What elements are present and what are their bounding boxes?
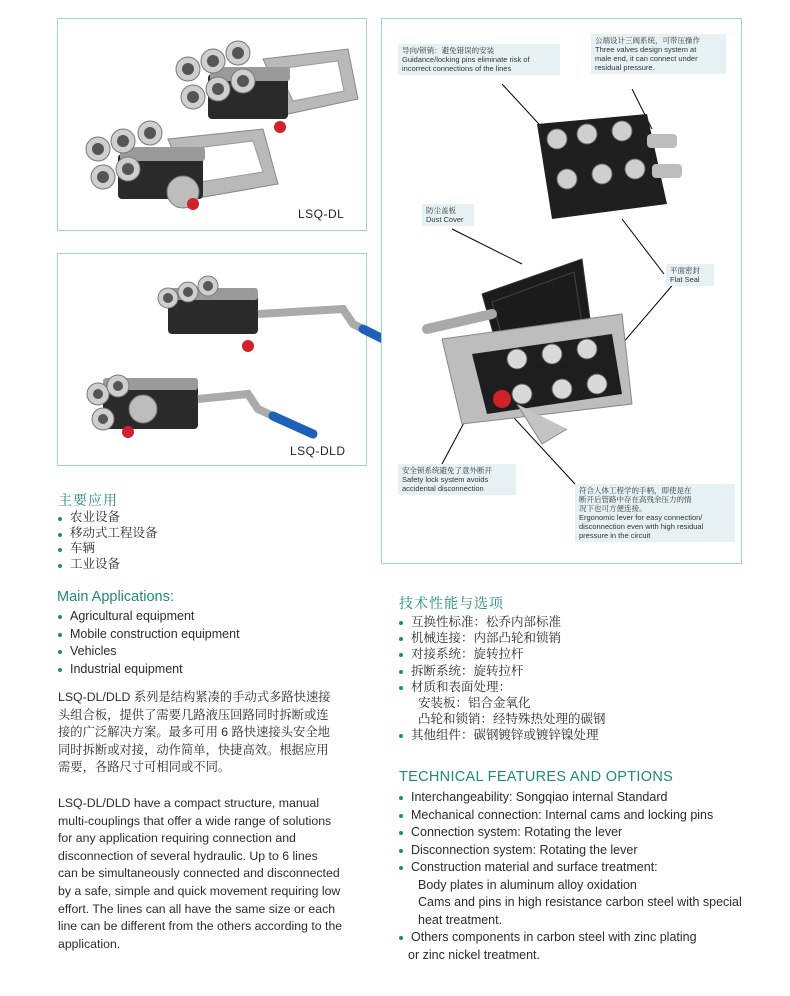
coupler-dl-lower (86, 121, 278, 210)
main-apps-cn-title: 主要应用 (58, 492, 118, 508)
coupler-dld-illustration (58, 254, 366, 465)
list-item: 移动式工程设备 (57, 526, 158, 542)
tech-cn-title: 技术性能与选项 (399, 595, 504, 611)
list-item: Connection system: Rotating the lever (398, 824, 742, 842)
coupler-dld-lower (87, 375, 313, 438)
list-item: 凸轮和锁销：经特殊热处理的碳钢 (418, 712, 606, 727)
list-item: Vehicles (57, 643, 240, 661)
list-item: 其他组件：碳钢镀锌或镀锌镍处理 (398, 727, 606, 743)
product-photo-dl (57, 18, 367, 231)
tech-en-title: TECHNICAL FEATURES AND OPTIONS (399, 769, 674, 785)
list-item: Mechanical connection: Internal cams and locking pins (398, 807, 742, 825)
list-item: 工业设备 (57, 557, 158, 573)
main-apps-en-title: Main Applications: (57, 589, 174, 605)
tech-en-list (398, 789, 742, 964)
product-label-dl: LSQ-DL (298, 207, 345, 221)
callout-flat-seal: 平面密封 Flat Seal (666, 264, 714, 286)
list-item: or zinc nickel treatment. (408, 947, 540, 962)
description-cn: LSQ-DL/DLD 系列是结构紧凑的手动式多路快速接 头组合板，提供了需要几路液压回路同时拆断或连 接的广泛解决方案。最多可用 6 路快速接头安全地 同时拆断或对接，动作简单，快捷高效。根据应用 需要，各路尺寸可相同或不同。 (58, 690, 331, 775)
callout-guidance: 导向/锁销：避免错误的安装 Guidance/locking pins eliminate risk of incorrect connections of the lines (398, 44, 560, 75)
main-apps-cn-list (57, 510, 158, 572)
list-item: Interchangeability: Songqiao internal Standard (398, 789, 742, 807)
list-item: heat treatment. (418, 912, 503, 927)
list-item: Others components in carbon steel with zinc plating (398, 929, 742, 947)
coupling-plate-bottom (427, 259, 632, 444)
list-item: Agricultural equipment (57, 608, 240, 626)
list-item: Cams and pins in high resistance carbon steel with special (418, 895, 742, 909)
main-apps-en-list (57, 608, 240, 678)
list-item: 拆断系统：旋转拉杆 (398, 663, 606, 679)
coupler-dl-illustration (58, 19, 366, 230)
product-label-dld: LSQ-DLD (290, 444, 346, 458)
callout-three-valves: 公端设计三阀系统，可带压操作 Three valves design system at male end, it can connect under residual pressure. (591, 34, 726, 74)
tech-cn-list (398, 614, 606, 744)
list-item: Disconnection system: Rotating the lever (398, 842, 742, 860)
feature-diagram (381, 18, 742, 564)
coupling-block-top (537, 114, 682, 219)
callout-ergonomic: 符合人体工程学的手柄，即使是在 断开后管路中存在高残余压力的情 况下也可方便连接。 Ergonomic lever for easy connection/ disconnection even with high residual pressure in the circuit (575, 484, 735, 542)
list-item: Mobile construction equipment (57, 626, 240, 644)
list-item: 互换性标准：松乔内部标准 (398, 614, 606, 630)
coupler-dl-upper (176, 41, 358, 133)
list-item: 对接系统：旋转拉杆 (398, 646, 606, 662)
product-photo-dld (57, 253, 367, 466)
list-item: Body plates in aluminum alloy oxidation (418, 877, 637, 892)
callout-safety-lock: 安全锁系统避免了意外断开 Safety lock system avoids accidental disconnection (398, 464, 516, 495)
list-item: 车辆 (57, 541, 158, 557)
list-item: 农业设备 (57, 510, 158, 526)
coupler-dld-upper (158, 276, 403, 352)
description-en: LSQ-DL/DLD have a compact structure, manual multi-couplings that offer a wide range of solutions for any application requiring connection and disconnection of several hydraulic. Up to 6 lines can be simultaneously connected and disconnected by a safe, simple and quick movement requiring low effort. The lines can all have the same size or each line can be different from the others according to the application. (58, 796, 343, 951)
list-item: 材质和表面处理： (398, 679, 606, 695)
list-item: Construction material and surface treatment: (398, 859, 742, 877)
callout-dust-cover: 防尘盖板 Dust Cover (422, 204, 474, 226)
list-item: 安装板：铝合金氧化 (418, 696, 531, 711)
list-item: 机械连接：内部凸轮和锁销 (398, 630, 606, 646)
list-item: Industrial equipment (57, 661, 240, 679)
